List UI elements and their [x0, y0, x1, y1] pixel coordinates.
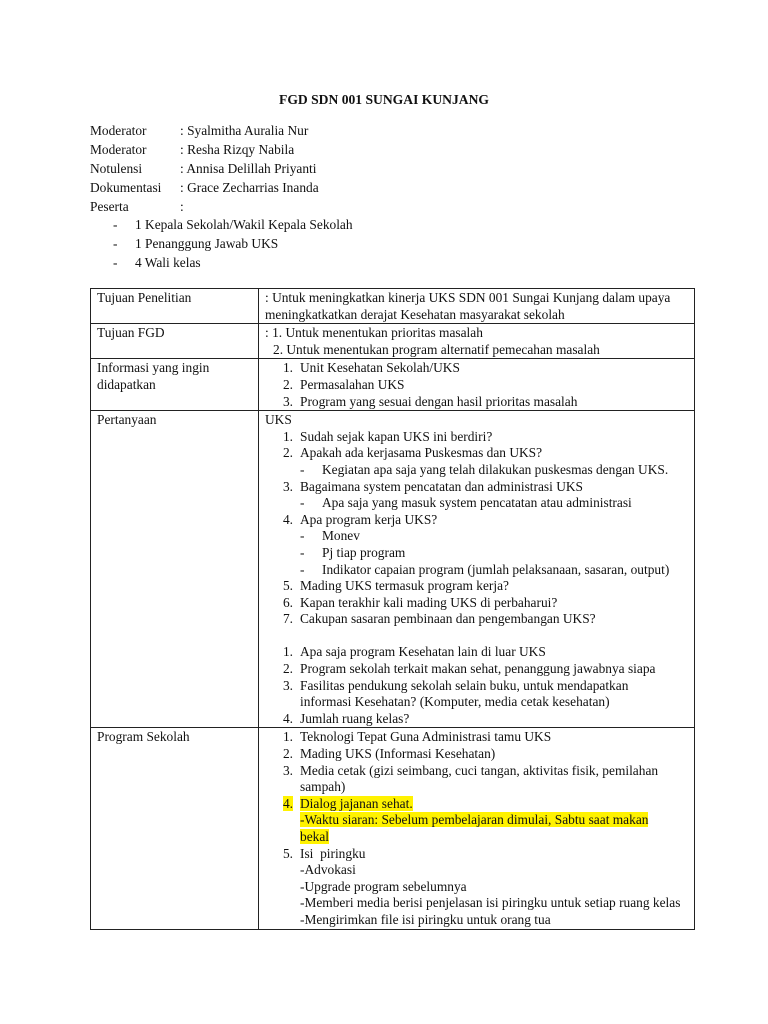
item-number: 6. [282, 594, 293, 610]
item-text-continued: informasi Kesehatan? (Komputer, media cetak kesehatan) [300, 694, 610, 710]
item-number: 2. [282, 746, 293, 762]
sub-item [265, 495, 690, 512]
item-text: Media cetak (gizi seimbang, cuci tangan, aktivitas fisik, pemilahan [300, 762, 659, 778]
highlighted-text: -Waktu siaran: Sebelum pembelajaran dimulai, Sabtu saat makan [300, 812, 649, 828]
list-item [265, 595, 690, 612]
item-text: Bagaimana system pencatatan dan administrasi UKS [300, 478, 583, 494]
list-item-highlighted [265, 796, 690, 813]
row-label [91, 289, 259, 324]
fgd-table [90, 288, 695, 930]
row-value [259, 324, 695, 359]
sub-item [265, 562, 690, 579]
item-number: 1. [282, 729, 293, 745]
item-text: Mading UKS termasuk program kerja? [300, 578, 509, 594]
dash-bullet: - [300, 561, 305, 577]
row-label [91, 324, 259, 359]
highlighted-block [265, 829, 690, 846]
row-value [259, 728, 695, 929]
item-text-continued: sampah) [300, 779, 346, 795]
label-text: Tujuan FGD [97, 325, 165, 341]
table-row [91, 359, 695, 411]
list-item [265, 763, 690, 780]
people-label: Dokumentasi [90, 180, 162, 195]
list-item [265, 846, 690, 863]
dash-bullet: - [113, 255, 118, 270]
item-number: 3. [282, 677, 293, 693]
row-value [259, 359, 695, 411]
sub-item: -Mengirimkan file isi piringku untuk orang tua [300, 911, 551, 927]
item-number: 3. [282, 762, 293, 778]
people-row [90, 197, 319, 216]
table-row [91, 289, 695, 324]
people-value: : Grace Zecharrias Inanda [180, 180, 319, 195]
item-text: Kapan terakhir kali mading UKS di perbaharui? [300, 594, 558, 610]
item-text: Permasalahan UKS [300, 376, 405, 392]
list-item [265, 661, 690, 678]
label-text: Informasi yang ingin [97, 360, 210, 376]
peserta-item: 1 Penanggung Jawab UKS [135, 236, 279, 251]
dash-bullet: - [113, 236, 118, 251]
text-line: : Untuk meningkatkan kinerja UKS SDN 001 Sungai Kunjang dalam upaya [265, 290, 671, 305]
item-text: Fasilitas pendukung sekolah selain buku, untuk mendapatkan [300, 677, 629, 693]
dash-bullet: - [300, 461, 305, 477]
item-number: 1. [282, 360, 293, 376]
label-text: Tujuan Penelitian [97, 290, 192, 305]
table-row [91, 411, 695, 728]
people-row [90, 178, 319, 197]
list-item [265, 678, 690, 695]
peserta-item: 4 Wali kelas [135, 255, 201, 270]
sub-item: -Memberi media berisi penjelasan isi piringku untuk setiap ruang kelas [300, 895, 681, 911]
item-text: Isi piringku [300, 845, 366, 861]
list-item [265, 394, 690, 411]
list-item [265, 578, 690, 595]
item-number: 3. [282, 478, 293, 494]
item-text: Pj tiap program [322, 544, 406, 560]
item-text: Mading UKS (Informasi Kesehatan) [300, 746, 496, 762]
item-number: 1. [282, 428, 293, 444]
people-value: : Annisa Delillah Priyanti [180, 161, 317, 176]
sub-item [265, 528, 690, 545]
item-text: Cakupan sasaran pembinaan dan pengembangan UKS? [300, 611, 596, 627]
item-text: Monev [322, 528, 360, 544]
item-text: Program yang sesuai dengan hasil prioritas masalah [300, 393, 578, 409]
list-item [113, 234, 353, 253]
list-item [265, 360, 690, 377]
people-label: Moderator [90, 142, 147, 157]
dash-bullet: - [113, 217, 118, 232]
label-text: Pertanyaan [97, 412, 157, 428]
sub-item: -Advokasi [300, 862, 356, 878]
highlighted-text: bekal [300, 829, 329, 844]
item-number: 5. [282, 845, 293, 861]
item-number: 2. [282, 661, 293, 677]
people-label: Peserta [90, 199, 129, 214]
item-text: Apa program kerja UKS? [300, 511, 438, 527]
item-number: 4. [282, 710, 293, 726]
list-item [265, 479, 690, 496]
item-number: 5. [282, 578, 293, 594]
people-value: : Syalmitha Auralia Nur [180, 123, 309, 138]
item-number: 7. [282, 611, 293, 627]
sub-item [265, 462, 690, 479]
label-text: didapatkan [97, 376, 156, 392]
item-number: 1. [282, 644, 293, 660]
dash-bullet: - [300, 495, 305, 511]
list-item [265, 429, 690, 446]
spacer [265, 628, 690, 645]
section-heading: UKS [265, 412, 292, 428]
list-item [265, 729, 690, 746]
row-value [259, 411, 695, 728]
sub-item: -Upgrade program sebelumnya [300, 878, 467, 894]
item-text: Unit Kesehatan Sekolah/UKS [300, 360, 460, 376]
document-title: FGD SDN 001 SUNGAI KUNJANG [279, 92, 489, 107]
text-line: : 1. Untuk menentukan prioritas masalah [265, 325, 483, 341]
people-label: Moderator [90, 123, 147, 138]
item-text: Apa saja yang masuk system pencatatan atau administrasi [322, 495, 632, 511]
item-text: Apa saja program Kesehatan lain di luar UKS [300, 644, 546, 660]
highlighted-text: Dialog jajanan sehat. [300, 795, 413, 811]
dash-bullet: - [300, 544, 305, 560]
row-label [91, 411, 259, 728]
text-line: 2. Untuk menentukan program alternatif pemecahan masalah [273, 341, 600, 357]
item-number: 3. [282, 393, 293, 409]
people-value: : [180, 199, 184, 214]
list-item [265, 445, 690, 462]
list-item [265, 644, 690, 661]
item-text: Apakah ada kerjasama Puskesmas dan UKS? [300, 445, 543, 461]
table-row [91, 728, 695, 929]
people-row [90, 121, 319, 140]
sub-item [265, 545, 690, 562]
row-value [259, 289, 695, 324]
item-text: Kegiatan apa saja yang telah dilakukan puskesmas dengan UKS. [322, 461, 669, 477]
peserta-item: 1 Kepala Sekolah/Wakil Kepala Sekolah [135, 217, 353, 232]
item-number: 4. [282, 511, 293, 527]
item-text: Indikator capaian program (jumlah pelaksanaan, sasaran, output) [322, 561, 670, 577]
row-label [91, 359, 259, 411]
label-text: Program Sekolah [97, 729, 190, 745]
list-item [265, 611, 690, 628]
people-value: : Resha Rizqy Nabila [180, 142, 295, 157]
list-item [265, 377, 690, 394]
peserta-list [113, 215, 353, 272]
item-text: Program sekolah terkait makan sehat, penanggung jawabnya siapa [300, 661, 656, 677]
list-item [113, 253, 353, 272]
dash-bullet: - [300, 528, 305, 544]
item-number: 2. [282, 376, 293, 392]
item-text: Sudah sejak kapan UKS ini berdiri? [300, 428, 493, 444]
item-text: Teknologi Tepat Guna Administrasi tamu UKS [300, 729, 552, 745]
people-row [90, 140, 319, 159]
item-number: 4. [282, 795, 293, 811]
row-label [91, 728, 259, 929]
list-item [265, 746, 690, 763]
item-number: 2. [282, 445, 293, 461]
list-item [265, 512, 690, 529]
people-label: Notulensi [90, 161, 143, 176]
list-item [265, 711, 690, 728]
text-line: meningkatkatkan derajat Kesehatan masyarakat sekolah [265, 306, 565, 322]
list-item [113, 215, 353, 234]
item-text: Jumlah ruang kelas? [300, 710, 410, 726]
highlighted-block [265, 812, 690, 829]
table-row [91, 324, 695, 359]
people-row [90, 159, 319, 178]
people-list [90, 121, 319, 216]
